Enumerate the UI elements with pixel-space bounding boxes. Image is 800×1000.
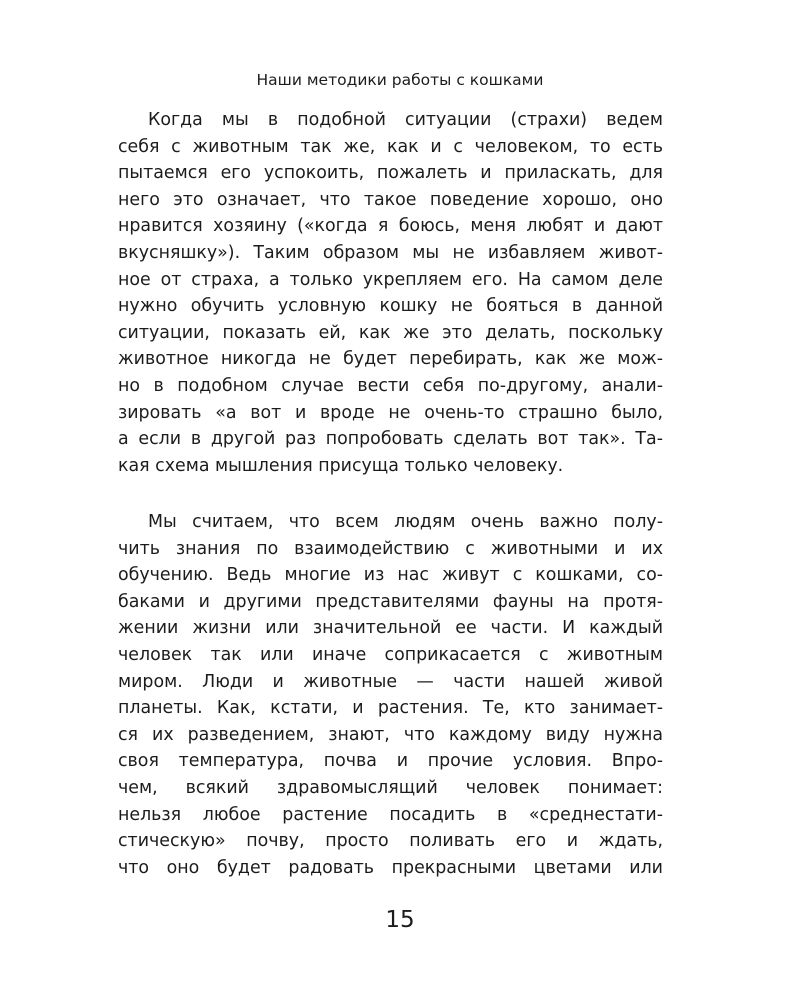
text-line: жении жизни или значительной ее части. И каждый: [118, 618, 663, 639]
text-line: нравится хозяину («когда я боюсь, меня любят и дают: [118, 216, 663, 237]
text-line: а если в другой раз попробовать сделать вот так». Та-: [118, 429, 663, 450]
text-line: обучению. Ведь многие из нас живут с кошками, со-: [118, 565, 663, 586]
text-line: Когда мы в подобной ситуации (страхи) ведем: [148, 110, 663, 130]
text-line: человек так или иначе соприкасается с животным: [118, 644, 663, 665]
text-line: но в подобном случае вести себя по-другому, анали-: [118, 375, 663, 396]
text-line: чить знания по взаимодействию с животными и их: [118, 538, 663, 559]
page-number: 15: [385, 907, 415, 933]
text-line: баками и другими представителями фауны на протя-: [118, 591, 663, 612]
text-line: животное никогда не будет перебирать, как же мож-: [118, 349, 663, 370]
text-line: ситуации, показать ей, как же это делать, поскольку: [118, 322, 663, 343]
text-line: стическую» почву, просто поливать его и ждать,: [118, 831, 663, 852]
text-line: миром. Люди и животные — части нашей живой: [118, 671, 663, 692]
paragraph-2: [118, 509, 663, 881]
text-line: вкусняшку»). Таким образом мы не избавляем живот-: [118, 242, 663, 263]
text-line: ное от страха, а только укрепляем его. На самом деле: [118, 269, 663, 290]
text-line: зировать «а вот и вроде не очень-то страшно было,: [118, 402, 663, 423]
text-line: ся их разведением, знают, что каждому виду нужна: [118, 724, 663, 745]
text-line: Мы считаем, что всем людям очень важно полу-: [148, 512, 663, 532]
text-line: планеты. Как, кстати, и растения. Те, кто занимает-: [118, 698, 663, 719]
text-line: своя температура, почва и прочие условия. Впро-: [118, 751, 663, 772]
paragraph-1: [118, 107, 663, 479]
text-line: пытаемся его успокоить, пожалеть и приласкать, для: [118, 163, 663, 184]
text-line: нужно обучить условную кошку не бояться в данной: [118, 296, 663, 317]
text-line: чем, всякий здравомыслящий человек понимает:: [118, 777, 663, 798]
text-line: него это означает, что такое поведение хорошо, оно: [118, 189, 663, 210]
text-line: себя с животным так же, как и с человеком, то есть: [118, 136, 663, 157]
text-line: кая схема мышления присуща только человеку.: [118, 455, 564, 476]
text-line: нельзя любое растение посадить в «среднестати-: [118, 804, 663, 825]
text-line: что оно будет радовать прекрасными цветами или: [118, 857, 663, 878]
running-header: Наши методики работы с кошками: [256, 71, 544, 89]
